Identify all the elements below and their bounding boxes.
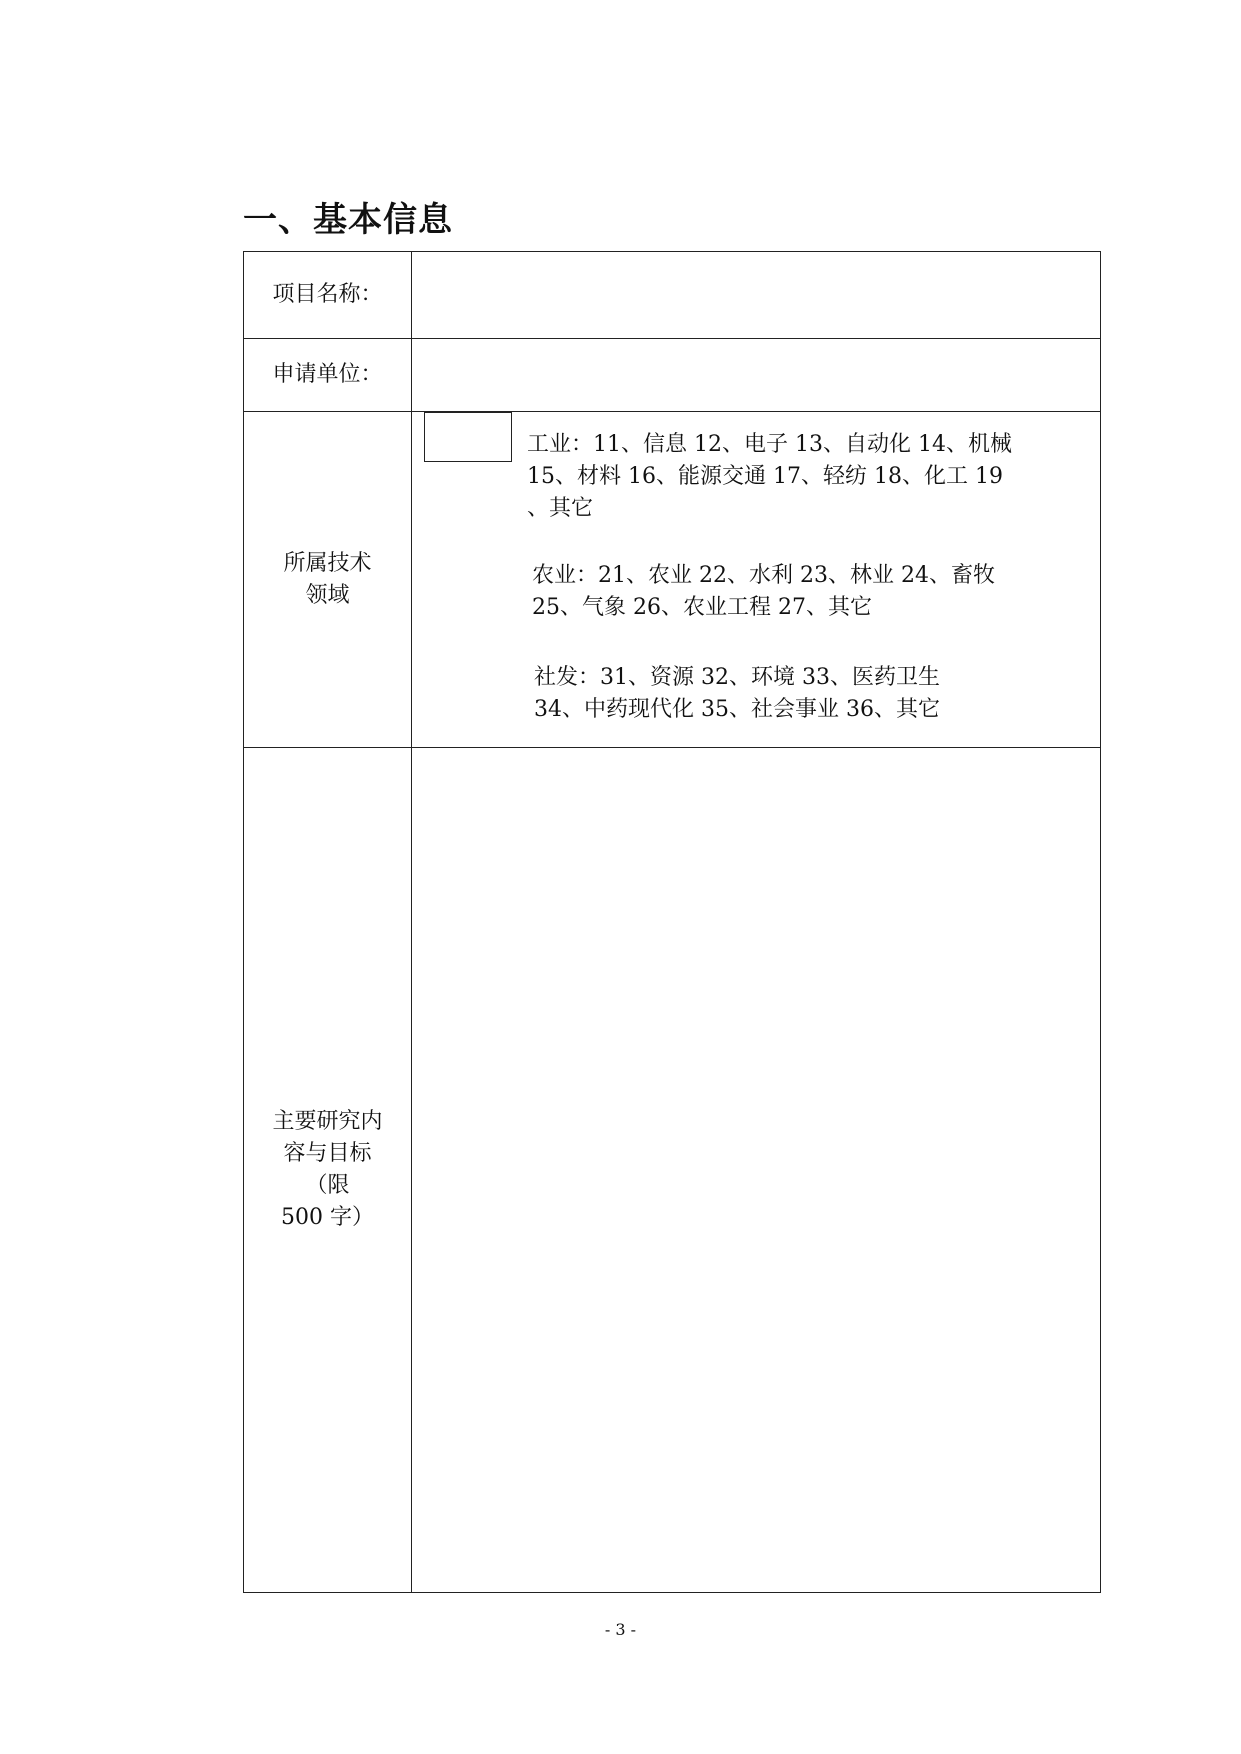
agriculture-field-line: 农业：21、农业 22、水利 23、林业 24、畜牧 bbox=[532, 563, 995, 588]
social-field-list bbox=[534, 662, 940, 726]
industry-field-line: 15、材料 16、能源交通 17、轻纺 18、化工 19 bbox=[527, 464, 1003, 489]
agriculture-field-line: 25、气象 26、农业工程 27、其它 bbox=[532, 595, 872, 620]
tech-field-label-cell bbox=[244, 412, 412, 747]
social-field-line: 社发：31、资源 32、环境 33、医药卫生 bbox=[534, 665, 940, 690]
form-row-applicant bbox=[244, 339, 1100, 412]
tech-field-label-line: 所属技术 bbox=[283, 550, 372, 576]
form-row-project-name bbox=[244, 252, 1100, 339]
research-content-label-line: 主要研究内 bbox=[272, 1109, 383, 1134]
research-content-label-cell bbox=[244, 748, 412, 1592]
page-number: - 3 - bbox=[604, 1620, 637, 1639]
industry-field-line: 工业：11、信息 12、电子 13、自动化 14、机械 bbox=[527, 432, 1012, 457]
project-name-label: 项目名称： bbox=[272, 282, 383, 307]
research-content-label-line: 500 字） bbox=[281, 1205, 374, 1230]
industry-field-line: 、其它 bbox=[527, 496, 594, 521]
tech-field-options bbox=[412, 412, 1100, 747]
applicant-field[interactable] bbox=[412, 339, 1100, 411]
tech-field-label bbox=[265, 548, 389, 612]
form-row-research-content bbox=[244, 748, 1100, 1592]
industry-field-list bbox=[527, 429, 1012, 525]
project-name-value[interactable] bbox=[412, 252, 1100, 338]
research-content-label-line: 容与目标（限 bbox=[283, 1141, 372, 1198]
applicant-value[interactable] bbox=[412, 339, 1100, 411]
project-name-label-cell bbox=[244, 252, 412, 338]
applicant-label: 申请单位： bbox=[272, 362, 383, 387]
tech-field-label-line: 领域 bbox=[305, 582, 350, 608]
agriculture-field-list bbox=[532, 560, 995, 624]
project-name-field[interactable] bbox=[412, 252, 1100, 338]
tech-field-code-box[interactable] bbox=[424, 412, 512, 462]
basic-info-form bbox=[243, 251, 1101, 1593]
social-field-line: 34、中药现代化 35、社会事业 36、其它 bbox=[534, 697, 940, 722]
applicant-label-cell bbox=[244, 339, 412, 411]
research-content-value[interactable] bbox=[412, 748, 1100, 1592]
research-content-field[interactable] bbox=[412, 748, 1100, 1592]
section-title: 一、基本信息 bbox=[243, 200, 453, 240]
form-row-tech-field bbox=[244, 412, 1100, 748]
research-content-label bbox=[244, 1106, 411, 1234]
